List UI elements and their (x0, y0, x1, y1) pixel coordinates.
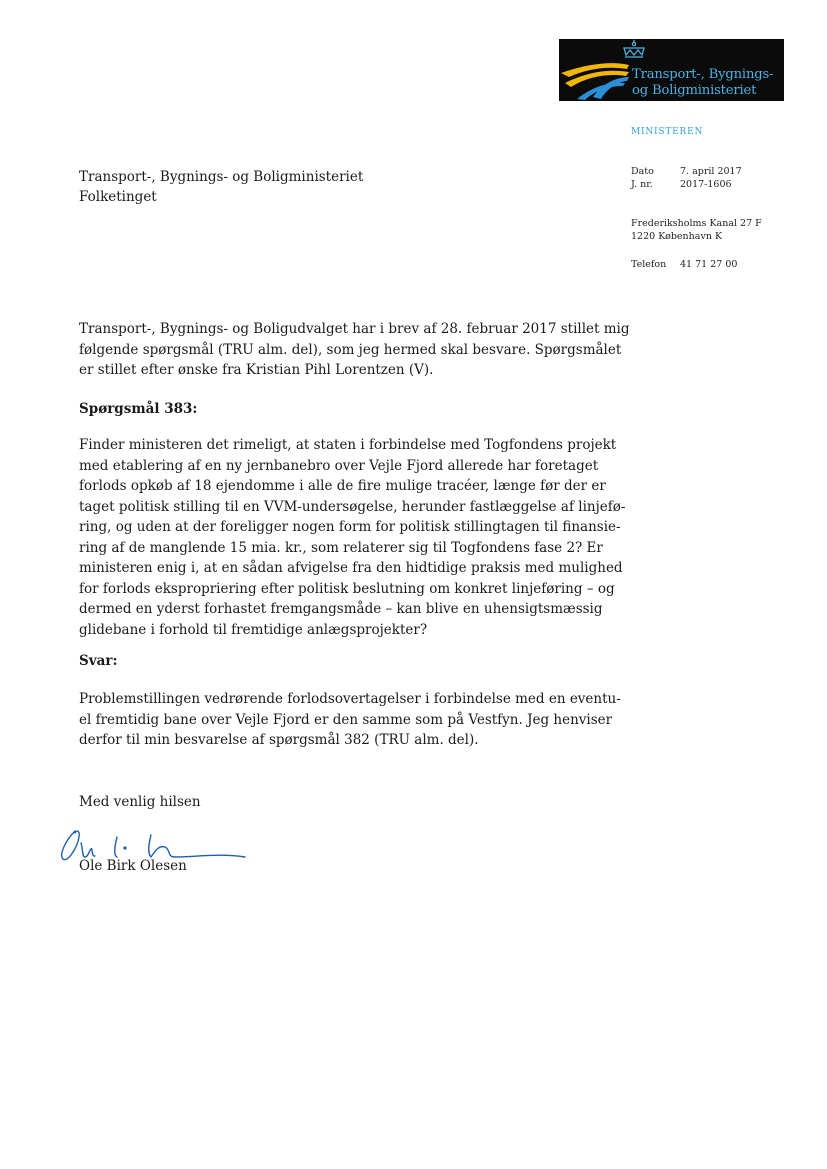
department-label: MINISTEREN (631, 127, 704, 137)
question-heading: Spørgsmål 383: (79, 401, 198, 417)
text-line: el fremtidig bane over Vejle Fjord er den samme som på Vestfyn. Jeg henviser (79, 711, 613, 728)
logo-line2: og Boligministeriet (632, 83, 757, 98)
text-line: taget politisk stilling til en VVM-undersøgelse, herunder fastlæggelse af linjefø- (79, 498, 626, 515)
recipient-line1: Transport-, Bygnings- og Boligministeriet (79, 169, 364, 185)
text-line: med etablering af en ny jernbanebro over Vejle Fjord allerede har foretaget (79, 457, 599, 474)
text-line: ring af de manglende 15 mia. kr., som relaterer sig til Togfondens fase 2? Er (79, 539, 603, 556)
recipient-line2: Folketinget (79, 189, 157, 205)
address-block (631, 217, 762, 243)
date-value: 7. april 2017 (680, 166, 742, 177)
text-line: er stillet efter ønske fra Kristian Pihl Lorentzen (V). (79, 362, 434, 378)
phone-value: 41 71 27 00 (680, 259, 738, 270)
text-line: følgende spørgsmål (TRU alm. del), som jeg hermed skal besvare. Spørgsmålet (79, 341, 622, 358)
date-label: Dato (631, 166, 654, 177)
address-line1: Frederiksholms Kanal 27 F (631, 218, 762, 229)
recipient-address (79, 167, 363, 207)
intro-paragraph (79, 319, 630, 381)
jnr-label: J. nr. (631, 179, 653, 190)
date-block (631, 165, 742, 191)
jnr-value: 2017-1606 (680, 179, 732, 190)
phone-label: Telefon (631, 259, 667, 270)
text-line: derfor til min besvarelse af spørgsmål 382 (TRU alm. del). (79, 732, 479, 748)
logo-text (632, 67, 773, 99)
text-line: Finder ministeren det rimeligt, at staten i forbindelse med Togfondens projekt (79, 437, 617, 453)
ministry-logo (559, 39, 784, 101)
phone-block (631, 258, 737, 271)
text-line: forlods opkøb af 18 ejendomme i alle de fire mulige tracéer, længe før der er (79, 478, 606, 494)
address-line2: 1220 København K (631, 231, 723, 242)
text-line: ministeren enig i, at en sådan afvigelse fra den hidtidige praksis med mulighed (79, 560, 623, 576)
signer-name: Ole Birk Olesen (79, 858, 187, 874)
text-line: Transport-, Bygnings- og Boligudvalget har i brev af 28. februar 2017 stillet mig (79, 321, 630, 337)
text-line: dermed en yderst forhastet fremgangsmåde – kan blive en uhensigtsmæssig (79, 601, 603, 617)
closing-greeting: Med venlig hilsen (79, 794, 201, 810)
text-line: for forlods ekspropriering efter politisk beslutning om konkret linjeføring – og (79, 580, 615, 597)
question-paragraph (79, 435, 626, 640)
answer-paragraph (79, 689, 621, 751)
text-line: glidebane i forhold til fremtidige anlægsprojekter? (79, 621, 428, 638)
logo-line1: Transport-, Bygnings- (632, 67, 774, 82)
answer-heading: Svar: (79, 653, 118, 669)
text-line: Problemstillingen vedrørende forlodsovertagelser i forbindelse med en eventu- (79, 691, 621, 707)
text-line: ring, og uden at der foreligger nogen form for politisk stillingtagen til finansie- (79, 519, 621, 535)
